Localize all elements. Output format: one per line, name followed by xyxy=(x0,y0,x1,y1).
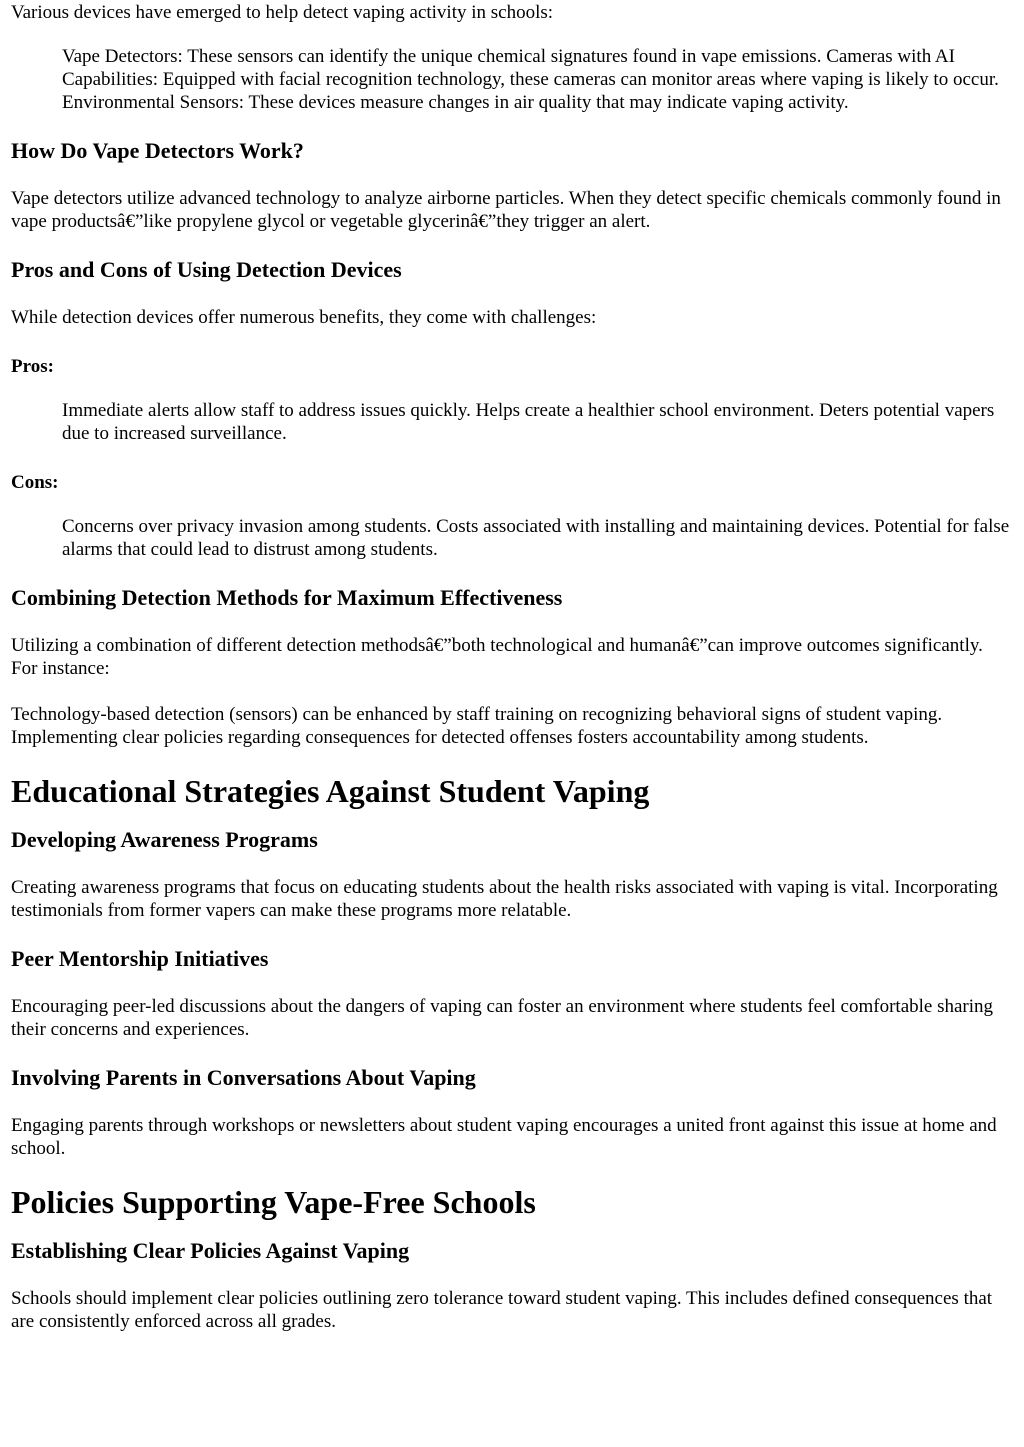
policies-heading: Policies Supporting Vape-Free Schools xyxy=(11,1184,536,1220)
devices-list: Vape Detectors: These sensors can identify the unique chemical signatures found in vape emissions. Cameras with AI Capabilities: Equipped with facial recognition technology, these cameras can monitor areas where vaping is likely to occur. Environmental Sensors: These devices measure changes in air quality that may indicate vaping activity. xyxy=(62,46,999,113)
combining-paragraph: Utilizing a combination of different detection methodsâ€”both technological and humanâ€”can improve outcomes significantly. For instance: xyxy=(11,635,983,679)
intro-paragraph: Various devices have emerged to help detect vaping activity in schools: xyxy=(11,2,554,23)
how-paragraph: Vape detectors utilize advanced technology to analyze airborne particles. When they detect specific chemicals commonly found in vape productsâ€”like propylene glycol or vegetable glycerinâ€”they trigger an alert. xyxy=(11,188,1001,232)
awareness-paragraph: Creating awareness programs that focus on educating students about the health risks associated with vaping is vital. Incorporating testimonials from former vapers can make these programs more relatable. xyxy=(11,877,998,921)
cons-list: Concerns over privacy invasion among students. Costs associated with installing and maintaining devices. Potential for false alarms that could lead to distrust among students. xyxy=(62,516,1010,560)
educational-heading: Educational Strategies Against Student Vaping xyxy=(11,773,650,809)
pros-list: Immediate alerts allow staff to address issues quickly. Helps create a healthier school environment. Deters potential vapers due to increased surveillance. xyxy=(62,400,995,444)
pros-cons-heading: Pros and Cons of Using Detection Devices xyxy=(11,257,402,282)
pros-cons-paragraph: While detection devices offer numerous benefits, they come with challenges: xyxy=(11,307,597,328)
peer-paragraph: Encouraging peer-led discussions about the dangers of vaping can foster an environment where students feel comfortable sharing their concerns and experiences. xyxy=(11,996,994,1040)
article-body xyxy=(0,1,1024,1333)
awareness-heading: Developing Awareness Programs xyxy=(11,827,318,852)
parents-paragraph: Engaging parents through workshops or newsletters about student vaping encourages a united front against this issue at home and school. xyxy=(11,1115,997,1159)
clear-policies-heading: Establishing Clear Policies Against Vaping xyxy=(11,1238,410,1263)
cons-label: Cons: xyxy=(11,472,59,493)
clear-policies-paragraph: Schools should implement clear policies outlining zero tolerance toward student vaping. This includes defined consequences that are consistently enforced across all grades. xyxy=(11,1288,993,1332)
combining-heading: Combining Detection Methods for Maximum Effectiveness xyxy=(11,585,563,610)
peer-heading: Peer Mentorship Initiatives xyxy=(11,946,269,971)
pros-label: Pros: xyxy=(11,356,54,377)
how-heading: How Do Vape Detectors Work? xyxy=(11,138,304,163)
parents-heading: Involving Parents in Conversations About Vaping xyxy=(11,1065,476,1090)
combining-paragraph-2: Technology-based detection (sensors) can be enhanced by staff training on recognizing behavioral signs of student vaping. Implementing clear policies regarding consequences for detected offenses fosters accountability among students. xyxy=(11,704,943,748)
